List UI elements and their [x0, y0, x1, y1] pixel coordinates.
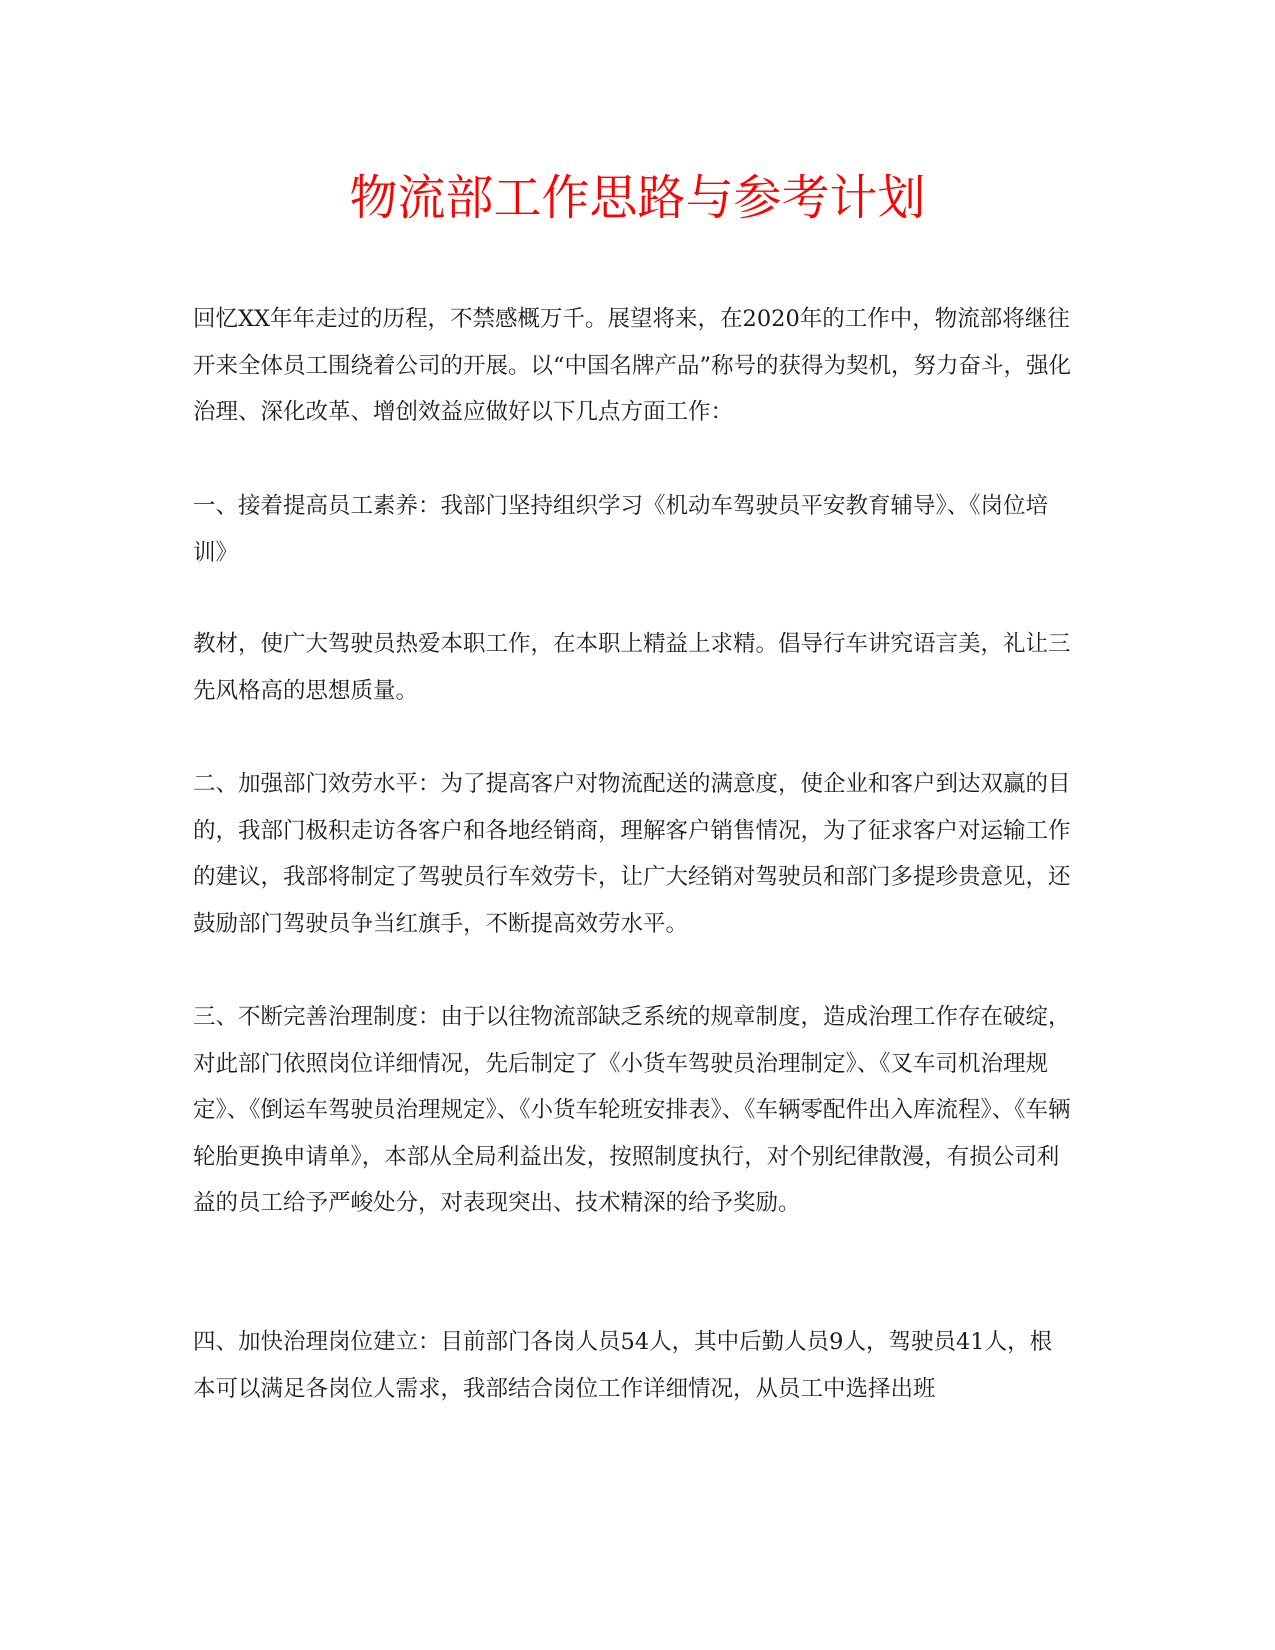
- section-three-paragraph: 三、不断完善治理制度：由于以往物流部缺乏系统的规章制度，造成治理工作存在破绽，对此部门依照岗位详细情况，先后制定了《小货车驾驶员治理制定》、《叉车司机治理规定》、《倒运车驾驶员治理规定》、《小货车轮班安排表》、《车辆零配件出入库流程》、《车辆轮胎更换申请单》，本部从全局利益出发，按照制度执行，对个别纪律散漫，有损公司利益的员工给予严峻处分，对表现突出、技术精深的给予奖励。: [193, 1004, 1071, 1216]
- section-four-paragraph: 四、加快治理岗位建立：目前部门各岗人员54人，其中后勤人员9人，驾驶员41人，根本可以满足各岗位人需求，我部结合岗位工作详细情况，从员工中选择出班: [193, 1329, 1053, 1402]
- section-two-paragraph: 二、加强部门效劳水平：为了提高客户对物流配送的满意度，使企业和客户到达双赢的目的，我部门极积走访各客户和各地经销商，理解客户销售情况，为了征求客户对运输工作的建议，我部将制定了驾驶员行车效劳卡，让广大经销对驾驶员和部门多提珍贵意见，还鼓励部门驾驶员争当红旗手，不断提高效劳水平。: [193, 771, 1071, 937]
- document-title: 物流部工作思路与参考计划: [349, 170, 926, 226]
- section-one-heading-paragraph: 一、接着提高员工素养：我部门坚持组织学习《机动车驾驶员平安教育辅导》、《岗位培训》: [193, 493, 1049, 566]
- intro-paragraph: 回忆XX年年走过的历程，不禁感概万千。展望将来，在2020年的工作中，物流部将继往开来全体员工围绕着公司的开展。以“中国名牌产品”称号的获得为契机，努力奋斗，强化治理、深化改革、增创效益应做好以下几点方面工作：: [193, 306, 1072, 425]
- section-one-continuation-paragraph: 教材，使广大驾驶员热爱本职工作，在本职上精益上求精。倡导行车讲究语言美，礼让三先风格高的思想质量。: [193, 631, 1071, 704]
